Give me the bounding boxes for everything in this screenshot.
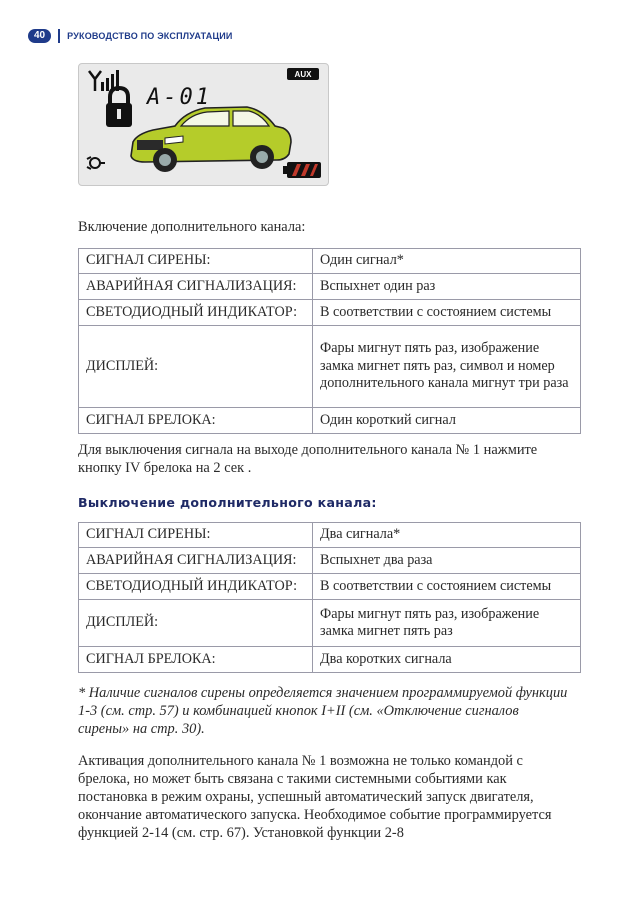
header-title: РУКОВОДСТВО ПО ЭКСПЛУАТАЦИИ (67, 31, 233, 41)
row-value: Один короткий сигнал (313, 408, 581, 434)
row-value: В соответствии с состоянием системы (313, 574, 581, 600)
disable-channel-table (78, 522, 581, 673)
lcd-channel-text: A-01 (147, 85, 212, 110)
table-row (79, 408, 581, 434)
svg-text:AUX: AUX (294, 70, 312, 79)
row-value: В соответствии с состоянием системы (313, 300, 581, 326)
table-row (79, 249, 581, 274)
table-row (79, 574, 581, 600)
section1-intro: Включение дополнительного канала: (78, 219, 306, 235)
row-value: Фары мигнут пять раз, изображение замка мигнет пять раз, символ и номер дополнительного канала мигнут три раза (313, 326, 581, 408)
page-header (28, 29, 233, 43)
row-label: СИГНАЛ СИРЕНЫ: (79, 523, 313, 548)
table-row (79, 326, 581, 408)
body-paragraph: Активация дополнительного канала № 1 возможна не только командой с брелока, но может быть связана с такими системными событиями как постановка в режим охраны, успешный автоматический запуск двигателя, окончание автоматического запуска. Необходимое событие программируется функцией 2-14 (см. стр. 67). Установкой функции 2-8 (78, 753, 552, 841)
row-value: Два коротких сигнала (313, 647, 581, 673)
page-number: 40 (28, 29, 51, 43)
engine-icon (87, 157, 105, 169)
row-value: Один сигнал* (313, 249, 581, 274)
table-row (79, 600, 581, 647)
row-label: ДИСПЛЕЙ: (79, 600, 313, 647)
lcd-display-illustration (78, 63, 329, 186)
row-label: СВЕТОДИОДНЫЙ ИНДИКАТОР: (79, 300, 313, 326)
footnote: * Наличие сигналов сирены определяется значением программируемой функции 1-3 (см. стр. 57) и комбинацией кнопок I+II (см. «Отключение сигналов сирены» на стр. 30). (78, 685, 568, 737)
row-value: Вспыхнет один раз (313, 274, 581, 300)
section2-heading: Выключение дополнительного канала: (78, 495, 377, 510)
car-icon (131, 107, 291, 172)
row-value: Два сигнала* (313, 523, 581, 548)
header-divider (58, 29, 60, 43)
enable-channel-table (78, 248, 581, 434)
row-label: СВЕТОДИОДНЫЙ ИНДИКАТОР: (79, 574, 313, 600)
battery-icon (283, 162, 321, 178)
row-label: СИГНАЛ БРЕЛОКА: (79, 647, 313, 673)
row-label: ДИСПЛЕЙ: (79, 326, 313, 408)
disable-signal-note: Для выключения сигнала на выходе дополнительного канала № 1 нажмите кнопку IV брелока на 2 сек . (78, 442, 538, 476)
aux-badge (287, 68, 319, 80)
table-row (79, 548, 581, 574)
row-value: Вспыхнет два раза (313, 548, 581, 574)
row-label: АВАРИЙНАЯ СИГНАЛИЗАЦИЯ: (79, 548, 313, 574)
row-label: СИГНАЛ БРЕЛОКА: (79, 408, 313, 434)
row-label: СИГНАЛ СИРЕНЫ: (79, 249, 313, 274)
row-label: АВАРИЙНАЯ СИГНАЛИЗАЦИЯ: (79, 274, 313, 300)
table-row (79, 300, 581, 326)
table-row (79, 274, 581, 300)
row-value: Фары мигнут пять раз, изображение замка мигнет пять раз (313, 600, 581, 647)
table-row (79, 647, 581, 673)
lock-icon (106, 88, 132, 127)
table-row (79, 523, 581, 548)
